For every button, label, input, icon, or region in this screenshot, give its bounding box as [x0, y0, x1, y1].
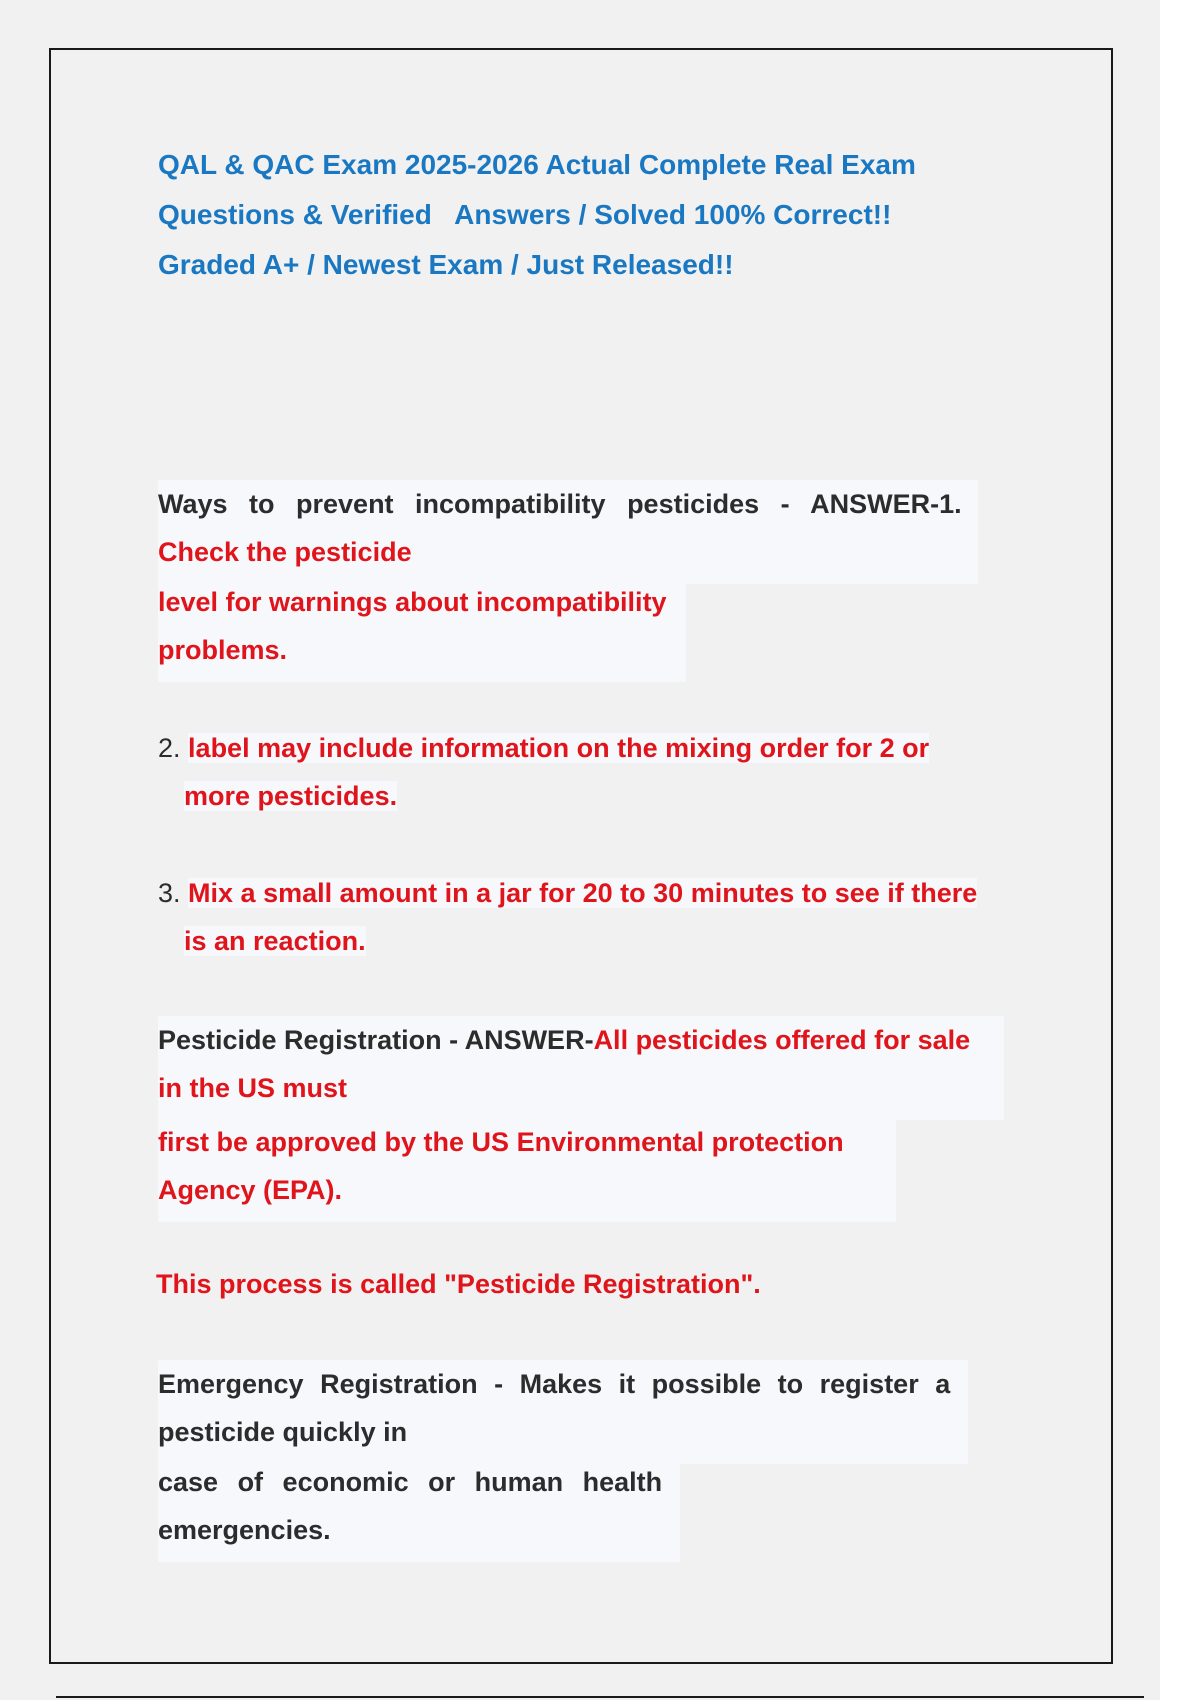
document-title: [158, 140, 978, 290]
question-text: Pesticide Registration - ANSWER-: [158, 1025, 594, 1055]
note-text: This process is called "Pesticide Registration".: [156, 1269, 761, 1299]
list-item-text: Mix a small amount in a jar for 20 to 30 minutes to see if there: [188, 878, 978, 908]
title-line: QAL & QAC Exam 2025-2026 Actual Complete Real Exam: [158, 149, 916, 180]
answer-text: All pesticides offered for sale: [593, 1025, 971, 1055]
answer-line: emergencies.: [158, 1515, 331, 1545]
question-text: Emergency Registration - Makes it possible to register a: [158, 1369, 951, 1399]
answer-line: level for warnings about incompatibility: [158, 587, 667, 617]
answer-line: in the US must: [158, 1073, 348, 1103]
title-line: Questions & Verified Answers / Solved 100% Correct!!: [158, 199, 892, 230]
answer-line: case of economic or human health: [158, 1467, 663, 1497]
title-line: Graded A+ / Newest Exam / Just Released!!: [158, 249, 734, 280]
question-text: Ways to prevent incompatibility pesticides - ANSWER-1.: [158, 489, 962, 519]
list-item-text: more pesticides.: [184, 781, 398, 811]
page-bottom-rule: [56, 1696, 1144, 1698]
qa-block-incompatibility: [158, 480, 978, 584]
answer-line: Agency (EPA).: [158, 1175, 343, 1205]
list-item-text: is an reaction.: [184, 926, 366, 956]
answer-continuation: [158, 1118, 896, 1222]
answer-continuation: [158, 1458, 680, 1562]
answer-line: problems.: [158, 635, 288, 665]
answer-line: first be approved by the US Environmental protection: [158, 1127, 844, 1157]
list-item-3: [158, 869, 1038, 965]
list-number: 2.: [158, 733, 181, 763]
list-number: 3.: [158, 878, 181, 908]
answer-line: Check the pesticide: [158, 537, 412, 567]
page-margin-strip: [1160, 0, 1200, 1700]
qa-block-emergency: [158, 1360, 968, 1464]
registration-note: [156, 1260, 1036, 1308]
list-item-2: [158, 724, 1018, 820]
list-item-text: label may include information on the mixing order for 2 or: [188, 733, 930, 763]
qa-block-registration: [158, 1016, 1004, 1120]
answer-continuation: [158, 578, 686, 682]
answer-line: pesticide quickly in: [158, 1417, 408, 1447]
